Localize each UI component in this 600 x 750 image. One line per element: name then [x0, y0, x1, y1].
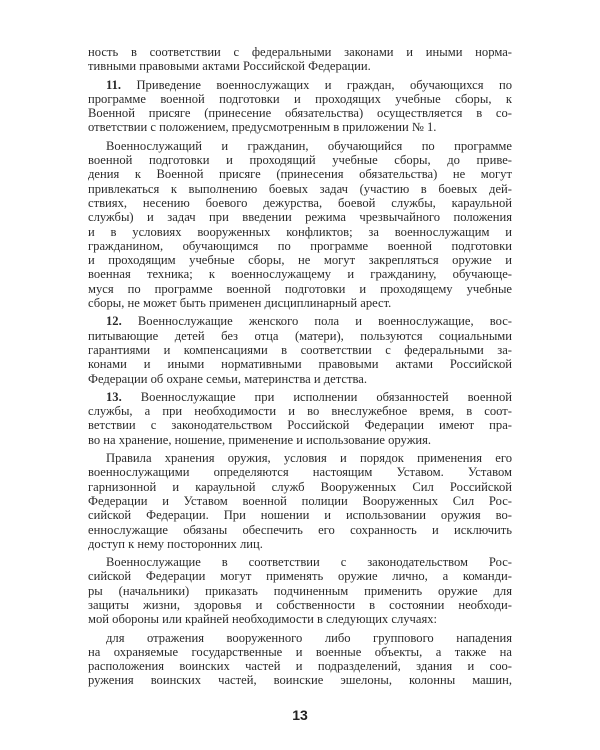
page-number: 13 [292, 707, 308, 723]
text-line: военная техника; к военнослужащему и гражданину, обучающе- [88, 267, 512, 282]
text-line: Федерации и Уставом военной полиции Вооруженных Сил Рос- [88, 493, 512, 508]
paragraph [88, 45, 512, 74]
text-line: службы) и задач при введении режима чрезвычайного положения [88, 210, 512, 225]
text-line: Федерации об охране семьи, материнства и детства. [88, 371, 367, 386]
text-line: и в условиях вооруженных конфликтов; за военнослужащим и [88, 224, 512, 239]
text-line: службы, а при необходимости и во внеслужебное время, в соот- [88, 404, 512, 419]
paragraph [88, 631, 512, 688]
text-line: сборы, не может быть применен дисциплинарный арест. [88, 296, 392, 311]
text-line: тивными правовыми актами Российской Федерации. [88, 59, 371, 74]
text-line: муся по программе военной подготовки и проходящему учебные [88, 281, 512, 296]
text-line: Правила хранения оружия, условия и порядок применения его [106, 451, 512, 466]
text-line: гарантиями и компенсациями в соответствии с федеральными за- [88, 342, 512, 357]
text-line: военнослужащими определяются настоящим Уставом. Уставом [88, 465, 512, 480]
text-line: ответствии с положением, предусмотренным в приложении № 1. [88, 120, 437, 135]
text-line: сийской Федерации. При ношении и использовании оружия во- [88, 508, 512, 523]
text-line: доступ к нему посторонних лиц. [88, 536, 263, 551]
paragraph-item-13 [88, 390, 512, 447]
text-line: программе военной подготовки и проходящих учебные сборы, к [88, 91, 512, 106]
text-line: и проходящим учебные сборы, не могут закрепляться оружие и [88, 253, 512, 268]
item-number: 13. [106, 389, 122, 404]
text-line: конами и иными нормативными правовыми актами Российской [88, 357, 512, 372]
text-line: ружения воинских частей, воинские эшелоны, колонны машин, [88, 673, 512, 688]
text-line: Военнослужащий и гражданин, обучающийся по программе [106, 138, 512, 153]
text-line: гражданином, обучающимся по программе военной подготовки [88, 238, 512, 253]
text-line: сийской Федерации могут применять оружие лично, а команди- [88, 569, 512, 584]
text-line: Военной присяге (принесение обязательства) осуществляется в со- [88, 106, 512, 121]
text-line: расположения воинских частей и подразделений, здания и соо- [88, 659, 512, 674]
text-line: питывающие детей без отца (матери), пользуются социальными [88, 328, 512, 343]
item-number: 12. [106, 314, 122, 329]
paragraph-item-11 [88, 78, 512, 135]
text-line: еннослужащие обязаны обеспечить его сохранность и исключить [88, 522, 512, 537]
text-line: для отражения вооруженного либо группового нападения [106, 630, 512, 645]
paragraph [88, 451, 512, 551]
text-line: дения к Военной присяге (принесения обязательства) не могут [88, 167, 512, 182]
text-line: на охраняемые государственные и военные объекты, а также на [88, 644, 512, 659]
text-line: Военнослужащие в соответствии с законодательством Рос- [106, 555, 512, 570]
text-line: привлекаться к выполнению боевых задач (участию в боевых дей- [88, 181, 512, 196]
text-line: 13. Военнослужащие при исполнении обязанностей военной [106, 389, 512, 404]
text-line: 11. Приведение военнослужащих и граждан, обучающихся по [106, 77, 512, 92]
text-line: гарнизонной и караульной служб Вооруженных Сил Российской [88, 479, 512, 494]
text-line: военной подготовки и проходящий учебные сборы, до приве- [88, 153, 512, 168]
text-line: ры (начальники) приказать подчиненным применить оружие для [88, 583, 512, 598]
item-number: 11. [106, 77, 122, 92]
text-line: мой обороны или крайней необходимости в следующих случаях: [88, 612, 438, 627]
page-body [88, 45, 512, 688]
paragraph [88, 139, 512, 311]
text-line: 12. Военнослужащие женского пола и военнослужащие, вос- [106, 314, 512, 329]
text-line: защиты жизни, здоровья и собственности в состоянии необходи- [88, 597, 512, 612]
text-line: ность в соответствии с федеральными законами и иными норма- [88, 45, 512, 59]
text-line: во на хранение, ношение, применение и использование оружия. [88, 432, 432, 447]
paragraph [88, 555, 512, 626]
paragraph-item-12 [88, 314, 512, 385]
text-line: ветствии с законодательством Российской Федерации имеют пра- [88, 418, 512, 433]
text-line: ствиях, несению боевого дежурства, боевой службы, караульной [88, 195, 512, 210]
